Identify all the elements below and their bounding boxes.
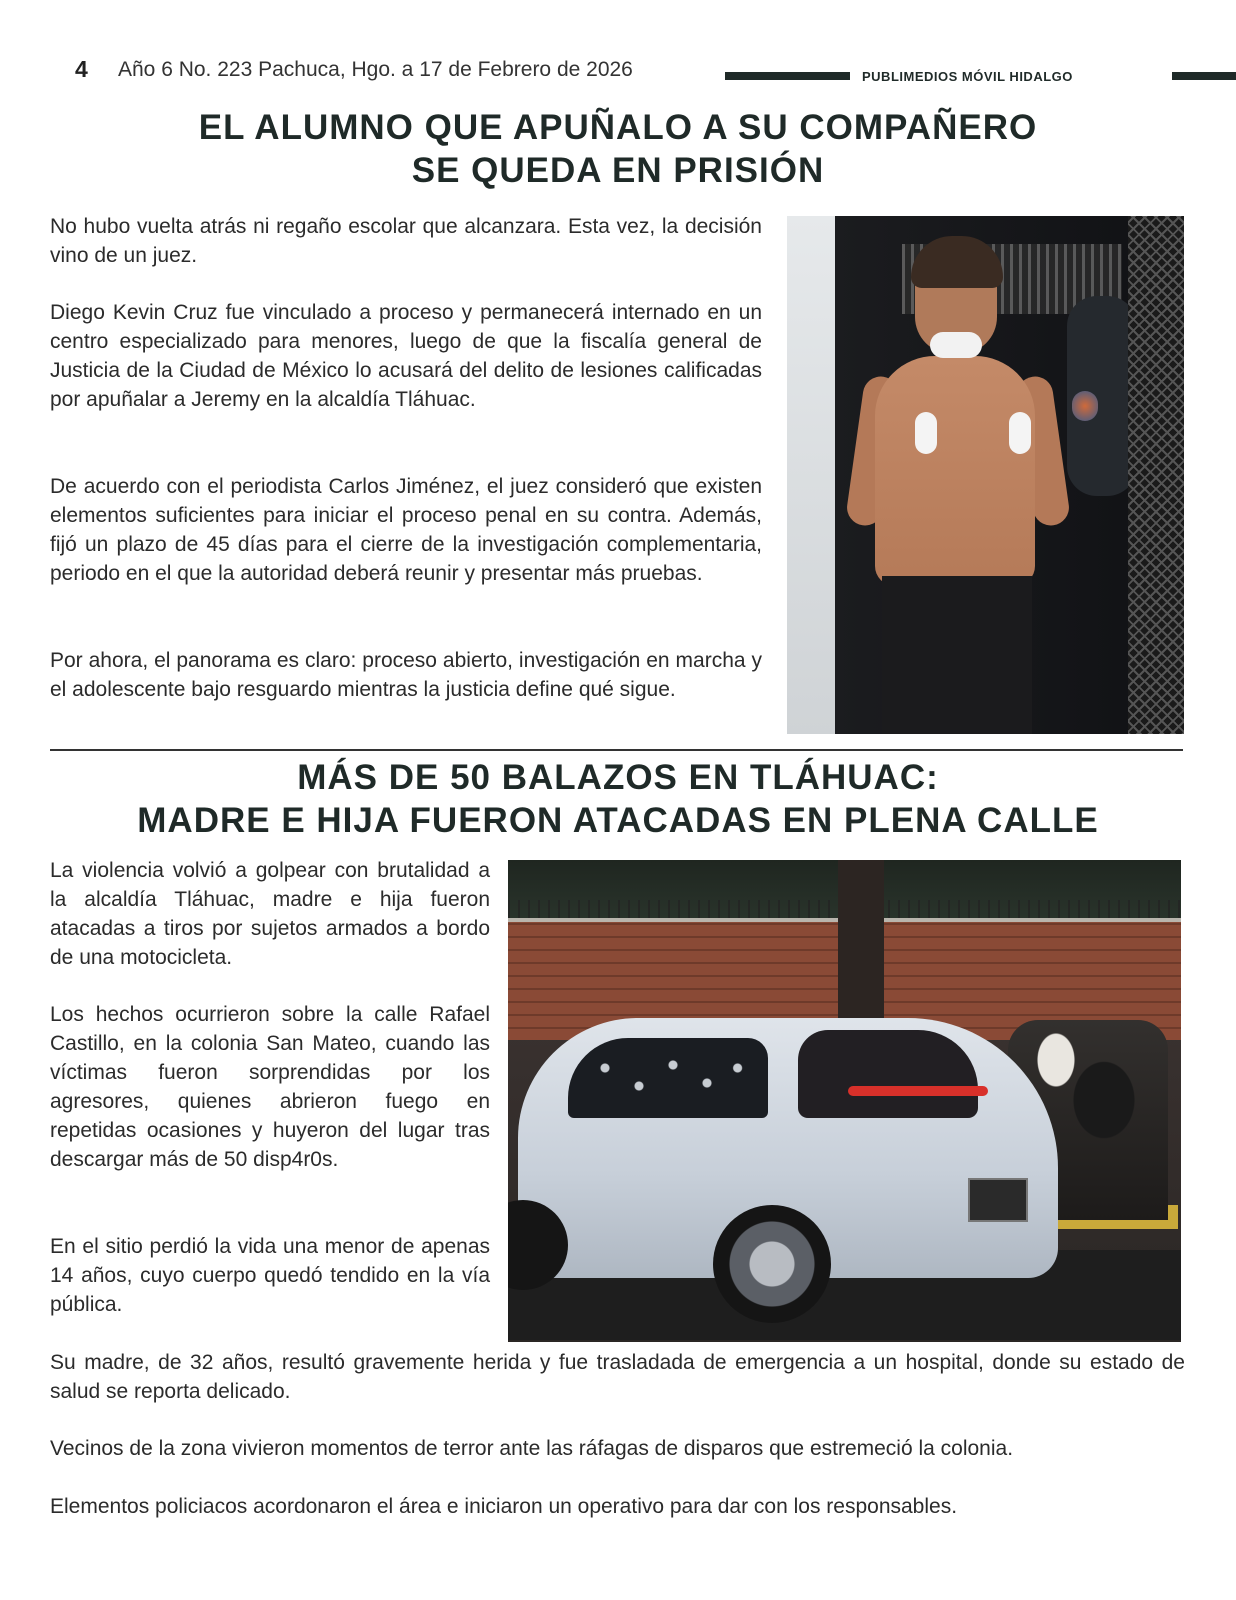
article2-paragraph: Vecinos de la zona vivieron momentos de terror ante las ráfagas de disparos que estremeció la colonia. — [50, 1437, 1014, 1460]
article2-paragraph: En el sitio perdió la vida una menor de apenas 14 años, cuyo cuerpo quedó tendido en la vía pública. — [50, 1235, 490, 1316]
article1-headline-line1: EL ALUMNO QUE APUÑALO A SU COMPAÑERO — [198, 108, 1038, 147]
article2-paragraph: Elementos policiacos acordonaron el área e iniciaron un operativo para dar con los responsables. — [50, 1495, 958, 1518]
article1-paragraph: Diego Kevin Cruz fue vinculado a proceso y permanecerá internado en un centro especializado para menores, luego de que la fiscalía general de Justicia de la Ciudad de México lo acusará del delito de lesiones calificadas por apuñalar a Jeremy en la alcaldía Tláhuac. — [50, 301, 762, 411]
header-rule-left — [725, 72, 850, 80]
article1-headline-line2: SE QUEDA EN PRISIÓN — [411, 151, 825, 190]
article1-headline — [40, 106, 1196, 192]
article2-headline-line1: MÁS DE 50 BALAZOS EN TLÁHUAC: — [297, 758, 939, 797]
article2-headline-line2: MADRE E HIJA FUERON ATACADAS EN PLENA CALLE — [137, 801, 1099, 840]
page-number: 4 — [75, 56, 88, 82]
article1-paragraph: Por ahora, el panorama es claro: proceso abierto, investigación en marcha y el adolescente bajo resguardo mientras la justicia define qué sigue. — [50, 649, 762, 701]
article1-paragraph: No hubo vuelta atrás ni regaño escolar que alcanzara. Esta vez, la decisión vino de un juez. — [50, 215, 762, 267]
article1-photo — [787, 216, 1184, 734]
publication-brand: PUBLIMEDIOS MÓVIL HIDALGO — [862, 69, 1073, 84]
article2-paragraph: La violencia volvió a golpear con brutalidad a la alcaldía Tláhuac, madre e hija fueron atacadas a tiros por sujetos armados a bordo de una motocicleta. — [50, 859, 490, 969]
article2-photo — [508, 860, 1181, 1342]
issue-line: Año 6 No. 223 Pachuca, Hgo. a 17 de Febrero de 2026 — [118, 58, 633, 81]
article2-headline — [40, 756, 1196, 842]
section-divider — [50, 749, 1183, 751]
page-header — [0, 56, 1236, 92]
article1-paragraph: De acuerdo con el periodista Carlos Jiménez, el juez consideró que existen elementos suficientes para iniciar el proceso penal en su contra. Además, fijó un plazo de 45 días para el cierre de la investigación complementaria, periodo en el que la autoridad deberá reunir y presentar más pruebas. — [50, 475, 762, 585]
article2-paragraph: Su madre, de 32 años, resultó gravemente herida y fue trasladada de emergencia a un hospital, donde su estado de salud se reporta delicado. — [50, 1351, 1185, 1403]
header-rule-right — [1172, 72, 1236, 80]
article2-paragraph: Los hechos ocurrieron sobre la calle Rafael Castillo, en la colonia San Mateo, cuando las víctimas fueron sorprendidas por los agresores, quienes abrieron fuego en repetidas ocasiones y huyeron del lugar tras descargar más de 50 disp4r0s. — [50, 1003, 490, 1171]
